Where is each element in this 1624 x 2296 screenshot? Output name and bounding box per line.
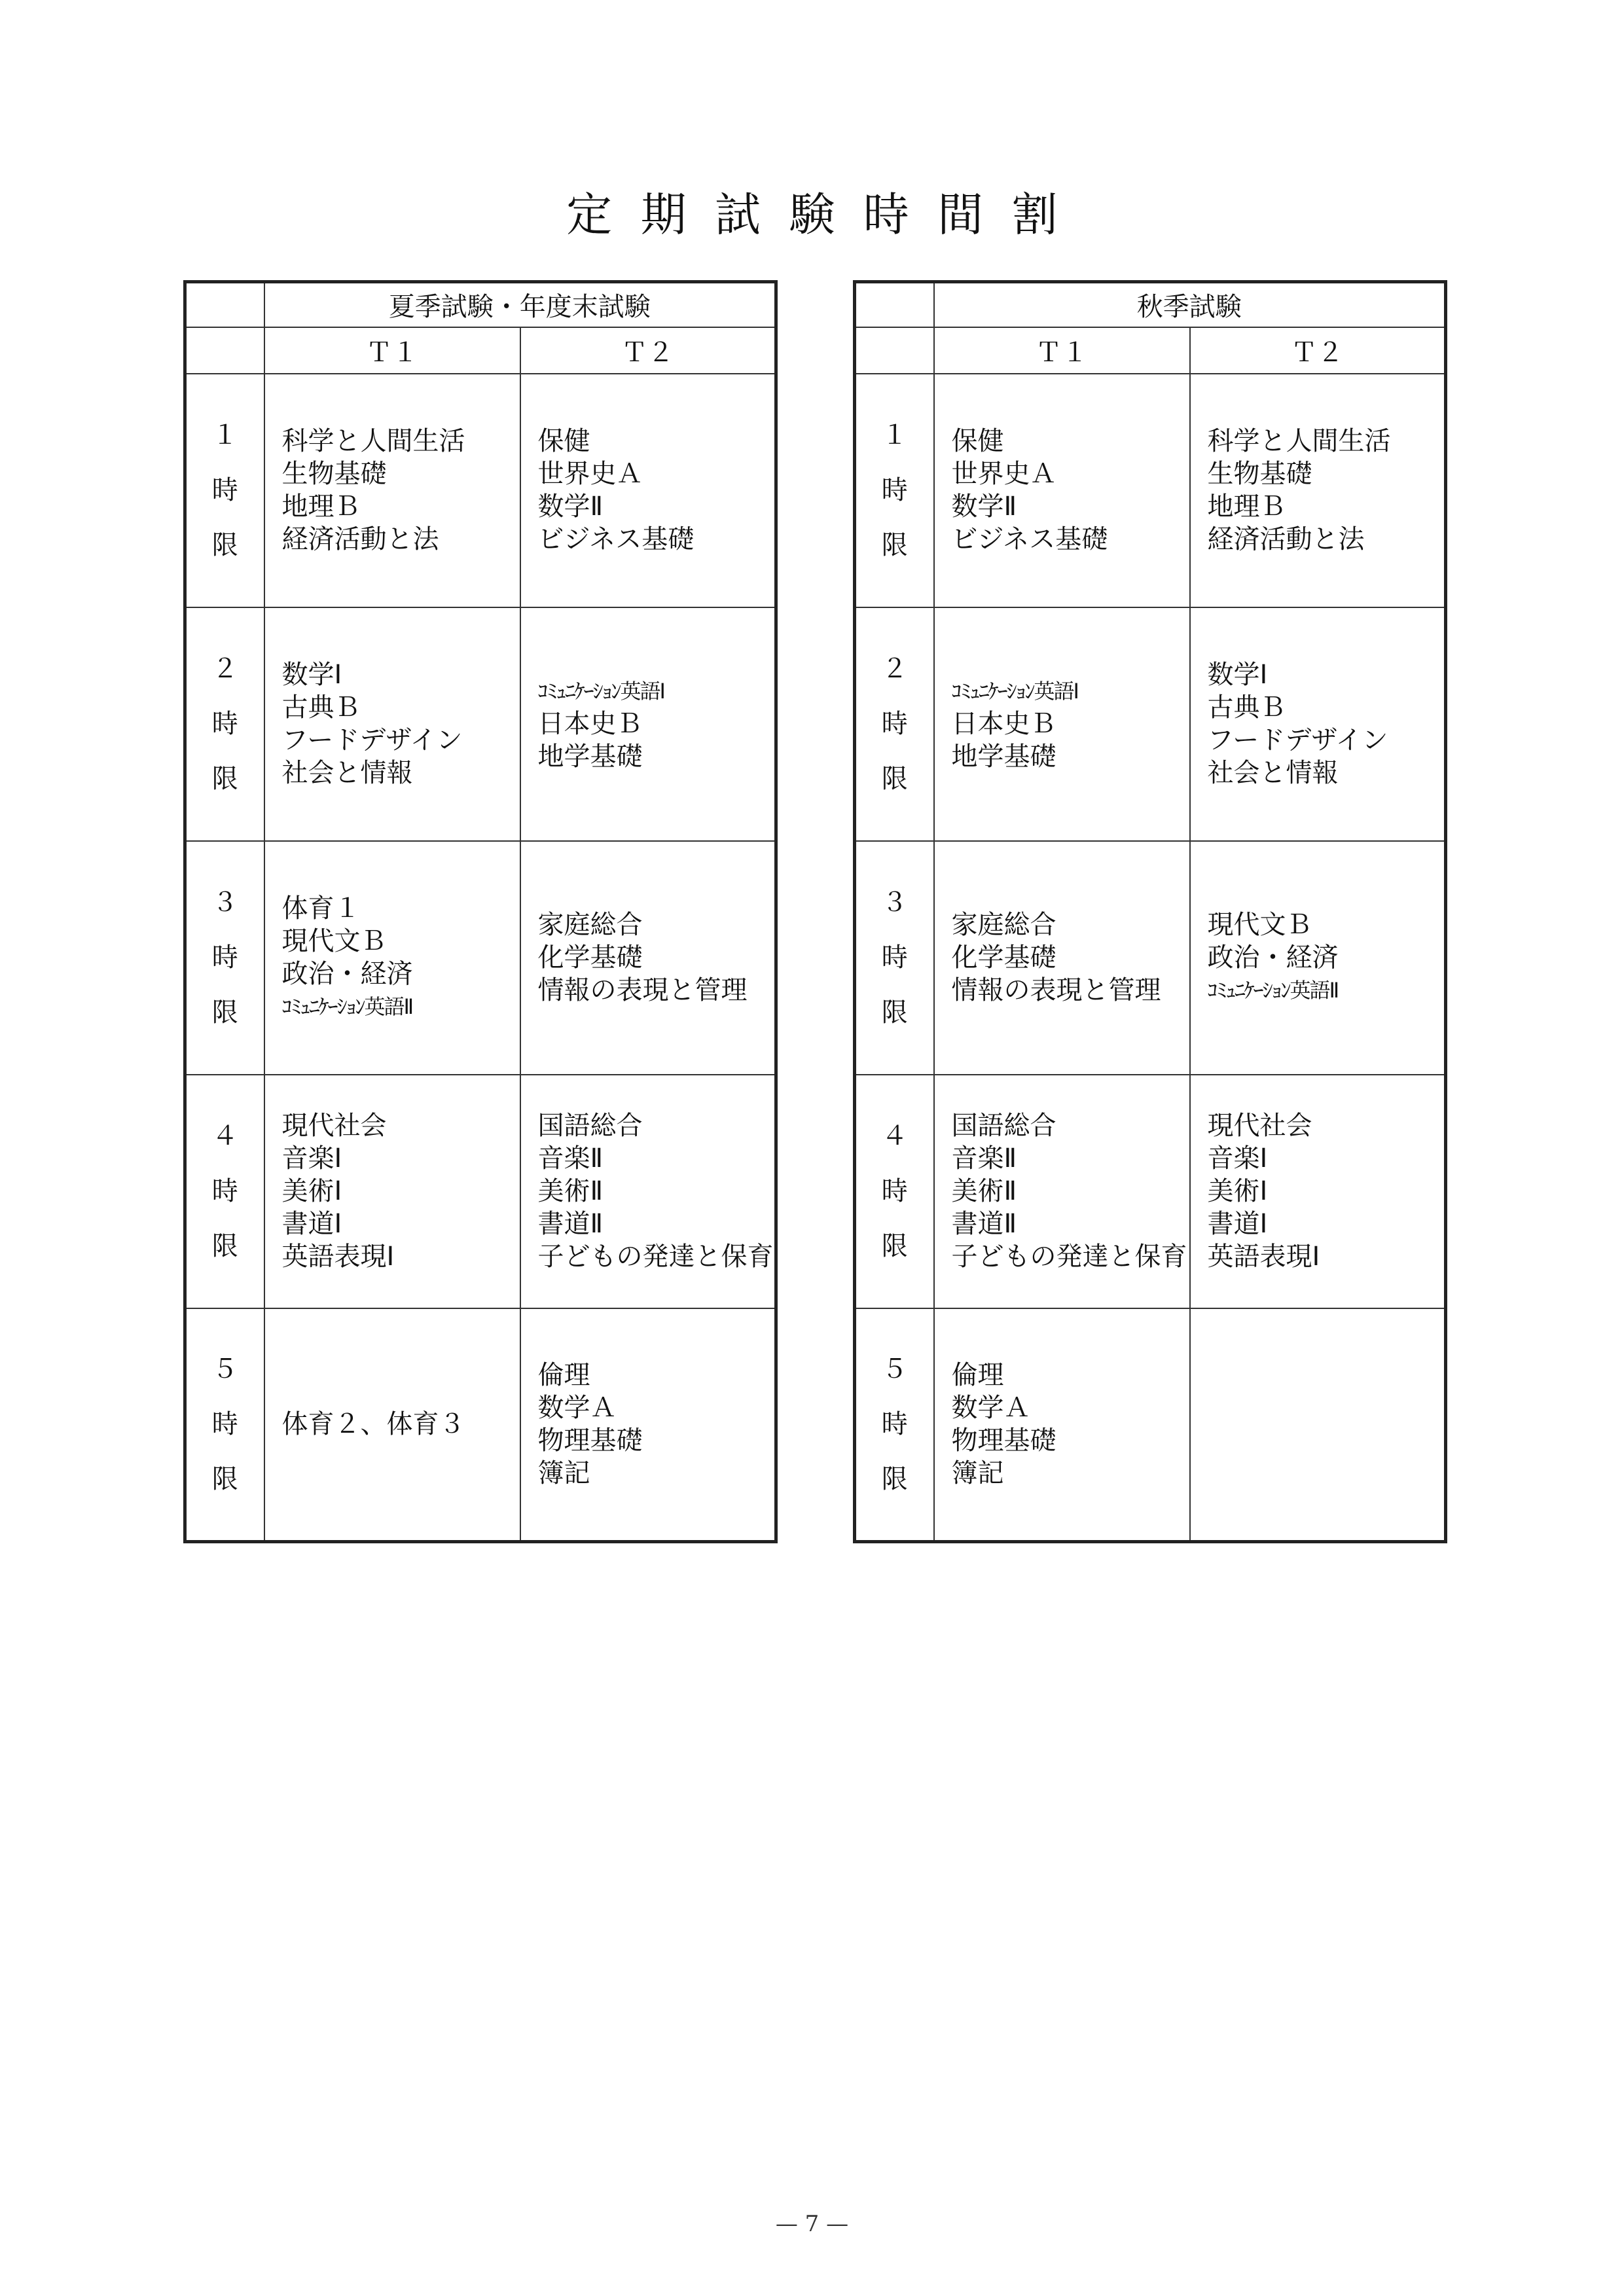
page-number: — 7 — (775, 2211, 849, 2237)
subject-name: 倫理 (951, 1360, 1004, 1391)
period-row (185, 374, 776, 607)
subject-cell-t2 (520, 841, 776, 1075)
period-char: 時 (881, 709, 908, 739)
period-char: 時 (881, 1176, 908, 1206)
table-header: 夏季試験・年度末試験 (264, 282, 776, 327)
period-number: ２ (881, 654, 908, 684)
subject-name: 現代文Ｂ (281, 926, 387, 956)
subject-name: 書道Ⅱ (951, 1209, 1017, 1239)
subject-name: 情報の表現と管理 (537, 975, 748, 1005)
period-number: １ (881, 420, 908, 450)
subject-name: 美術Ⅱ (951, 1176, 1017, 1206)
period-number: ３ (211, 888, 238, 918)
subject-name: 社会と情報 (1207, 758, 1339, 788)
subject-name: 日本史Ｂ (537, 709, 643, 739)
period-label (185, 841, 264, 1075)
subject-name: 経済活動と法 (1207, 524, 1365, 554)
period-char: 時 (881, 475, 908, 505)
period-char: 時 (881, 942, 908, 973)
subject-name: 英語表現Ⅰ (281, 1242, 395, 1272)
period-row (185, 841, 776, 1075)
period-label (185, 1075, 264, 1308)
subject-cell-t2 (1190, 841, 1446, 1075)
subject-name: フードデザイン (281, 725, 463, 755)
subject-name: 科学と人間生活 (1207, 426, 1391, 456)
period-number: ３ (881, 888, 908, 918)
subject-name: 倫理 (537, 1360, 590, 1391)
subject-cell-t1 (264, 841, 520, 1075)
subject-name: 現代文Ｂ (1207, 910, 1312, 940)
period-number: ５ (211, 1354, 238, 1385)
period-char: 限 (881, 1231, 908, 1261)
subject-name: 化学基礎 (951, 942, 1056, 973)
subject-name: 現代社会 (1207, 1111, 1312, 1141)
period-row (855, 1075, 1446, 1308)
subject-cell-t1 (934, 374, 1190, 607)
autumn-timetable (853, 280, 1447, 1543)
period-row (185, 1075, 776, 1308)
period-number: ５ (881, 1354, 908, 1385)
subject-cell-t2 (520, 1075, 776, 1308)
subject-name: 社会と情報 (281, 758, 413, 788)
subject-name: 情報の表現と管理 (951, 975, 1161, 1005)
subject-cell-t1 (264, 374, 520, 607)
subject-cell-t2 (520, 1308, 776, 1542)
subject-name: フードデザイン (1207, 725, 1388, 755)
subject-name: 書道Ⅰ (1207, 1209, 1268, 1239)
subject-cell-t1 (934, 1308, 1190, 1542)
subject-cell-t1 (264, 607, 520, 841)
period-label (855, 1308, 934, 1542)
subject-name: 美術Ⅰ (1207, 1176, 1268, 1206)
subject-name: 子どもの発達と保育 (951, 1242, 1187, 1272)
subject-name: 保健 (951, 426, 1004, 456)
subject-name: 世界史Ａ (951, 459, 1056, 489)
period-char: 限 (211, 1231, 238, 1261)
column-header-t2: Ｔ２ (520, 327, 776, 374)
period-char: 限 (881, 764, 908, 794)
period-char: 限 (211, 764, 238, 794)
subject-name: 地学基礎 (951, 742, 1056, 772)
subject-name: 音楽Ⅰ (281, 1143, 342, 1174)
subject-name: 体育２、体育３ (281, 1409, 465, 1440)
subject-name: ｺﾐｭﾆｹｰｼｮﾝ英語Ⅱ (1207, 978, 1339, 1003)
subject-name: 生物基礎 (281, 459, 387, 489)
subject-name: ｺﾐｭﾆｹｰｼｮﾝ英語Ⅱ (281, 994, 413, 1019)
period-row (855, 607, 1446, 841)
subject-name: 古典Ｂ (1207, 692, 1286, 723)
period-char: 時 (211, 1409, 238, 1440)
subject-cell-t1 (934, 841, 1190, 1075)
subject-name: 子どもの発達と保育 (537, 1242, 774, 1272)
subject-cell-t2 (1190, 1308, 1446, 1542)
corner-cell (855, 327, 934, 374)
period-char: 限 (211, 997, 238, 1028)
period-number: ４ (881, 1121, 908, 1151)
period-char: 時 (211, 475, 238, 505)
column-header-t1: Ｔ１ (934, 327, 1190, 374)
subject-name: 家庭総合 (951, 910, 1056, 940)
period-label (855, 374, 934, 607)
period-label (855, 607, 934, 841)
subject-name: 経済活動と法 (281, 524, 439, 554)
subject-name: 音楽Ⅱ (537, 1143, 604, 1174)
period-char: 時 (211, 1176, 238, 1206)
subject-name: 美術Ⅰ (281, 1176, 342, 1206)
subject-cell-t1 (934, 607, 1190, 841)
subject-name: 簿記 (951, 1458, 1004, 1489)
subject-name: 書道Ⅰ (281, 1209, 342, 1239)
column-header-t2: Ｔ２ (1190, 327, 1446, 374)
subject-name: 家庭総合 (537, 910, 643, 940)
subject-cell-t2 (520, 374, 776, 607)
period-label (185, 607, 264, 841)
period-row (855, 841, 1446, 1075)
subject-name: 数学Ⅱ (537, 492, 604, 522)
period-label (855, 1075, 934, 1308)
corner-cell (185, 282, 264, 327)
period-char: 限 (211, 530, 238, 560)
period-char: 限 (211, 1464, 238, 1495)
period-char: 限 (881, 530, 908, 560)
subject-cell-t2 (1190, 374, 1446, 607)
period-char: 時 (211, 709, 238, 739)
subject-name: ビジネス基礎 (537, 524, 695, 554)
subject-name: 数学Ⅰ (281, 660, 342, 690)
subject-name: ｺﾐｭﾆｹｰｼｮﾝ英語Ⅰ (537, 679, 664, 704)
summer-timetable (183, 280, 778, 1543)
period-label (185, 374, 264, 607)
subject-cell-t2 (520, 607, 776, 841)
subject-name: 保健 (537, 426, 590, 456)
subject-name: 国語総合 (951, 1111, 1056, 1141)
column-header-t1: Ｔ１ (264, 327, 520, 374)
subject-name: 体育１ (281, 893, 361, 924)
period-number: １ (211, 420, 238, 450)
subject-name: 数学Ⅱ (951, 492, 1017, 522)
period-char: 時 (881, 1409, 908, 1440)
subject-name: ビジネス基礎 (951, 524, 1108, 554)
corner-cell (185, 327, 264, 374)
subject-name: 数学Ａ (537, 1393, 617, 1424)
subject-name: 物理基礎 (537, 1426, 643, 1456)
subject-cell-t1 (264, 1075, 520, 1308)
subject-name: 現代社会 (281, 1111, 387, 1141)
period-label (855, 841, 934, 1075)
period-number: ４ (211, 1121, 238, 1151)
subject-name: 古典Ｂ (281, 692, 361, 723)
page-title: 定期試験時間割 (566, 188, 1087, 242)
subject-name: 政治・経済 (1207, 942, 1339, 973)
subject-name: 物理基礎 (951, 1426, 1056, 1456)
subject-name: 日本史Ｂ (951, 709, 1056, 739)
subject-name: 地理Ｂ (1207, 492, 1286, 522)
subject-cell-t1 (934, 1075, 1190, 1308)
subject-name: 英語表現Ⅰ (1207, 1242, 1320, 1272)
subject-name: 簿記 (537, 1458, 590, 1489)
subject-name: 美術Ⅱ (537, 1176, 604, 1206)
period-char: 時 (211, 942, 238, 973)
subject-name: 数学Ⅰ (1207, 660, 1268, 690)
period-char: 限 (881, 1464, 908, 1495)
subject-name: 書道Ⅱ (537, 1209, 604, 1239)
period-row (185, 1308, 776, 1542)
corner-cell (855, 282, 934, 327)
subject-name: 国語総合 (537, 1111, 643, 1141)
subject-name: 科学と人間生活 (281, 426, 465, 456)
subject-name: 生物基礎 (1207, 459, 1312, 489)
period-row (855, 374, 1446, 607)
subject-name: 地理Ｂ (281, 492, 361, 522)
subject-name: 音楽Ⅰ (1207, 1143, 1268, 1174)
period-number: ２ (211, 654, 238, 684)
subject-name: 数学Ａ (951, 1393, 1030, 1424)
period-row (855, 1308, 1446, 1542)
subject-cell-t2 (1190, 1075, 1446, 1308)
subject-name: 音楽Ⅱ (951, 1143, 1017, 1174)
period-char: 限 (881, 997, 908, 1028)
subject-name: 地学基礎 (537, 742, 643, 772)
period-label (185, 1308, 264, 1542)
period-row (185, 607, 776, 841)
subject-name: 政治・経済 (281, 959, 413, 989)
subject-cell-t2 (1190, 607, 1446, 841)
subject-name: 世界史Ａ (537, 459, 643, 489)
subject-name: 化学基礎 (537, 942, 643, 973)
table-header: 秋季試験 (934, 282, 1446, 327)
subject-cell-t1 (264, 1308, 520, 1542)
subject-name: ｺﾐｭﾆｹｰｼｮﾝ英語Ⅰ (951, 679, 1078, 704)
